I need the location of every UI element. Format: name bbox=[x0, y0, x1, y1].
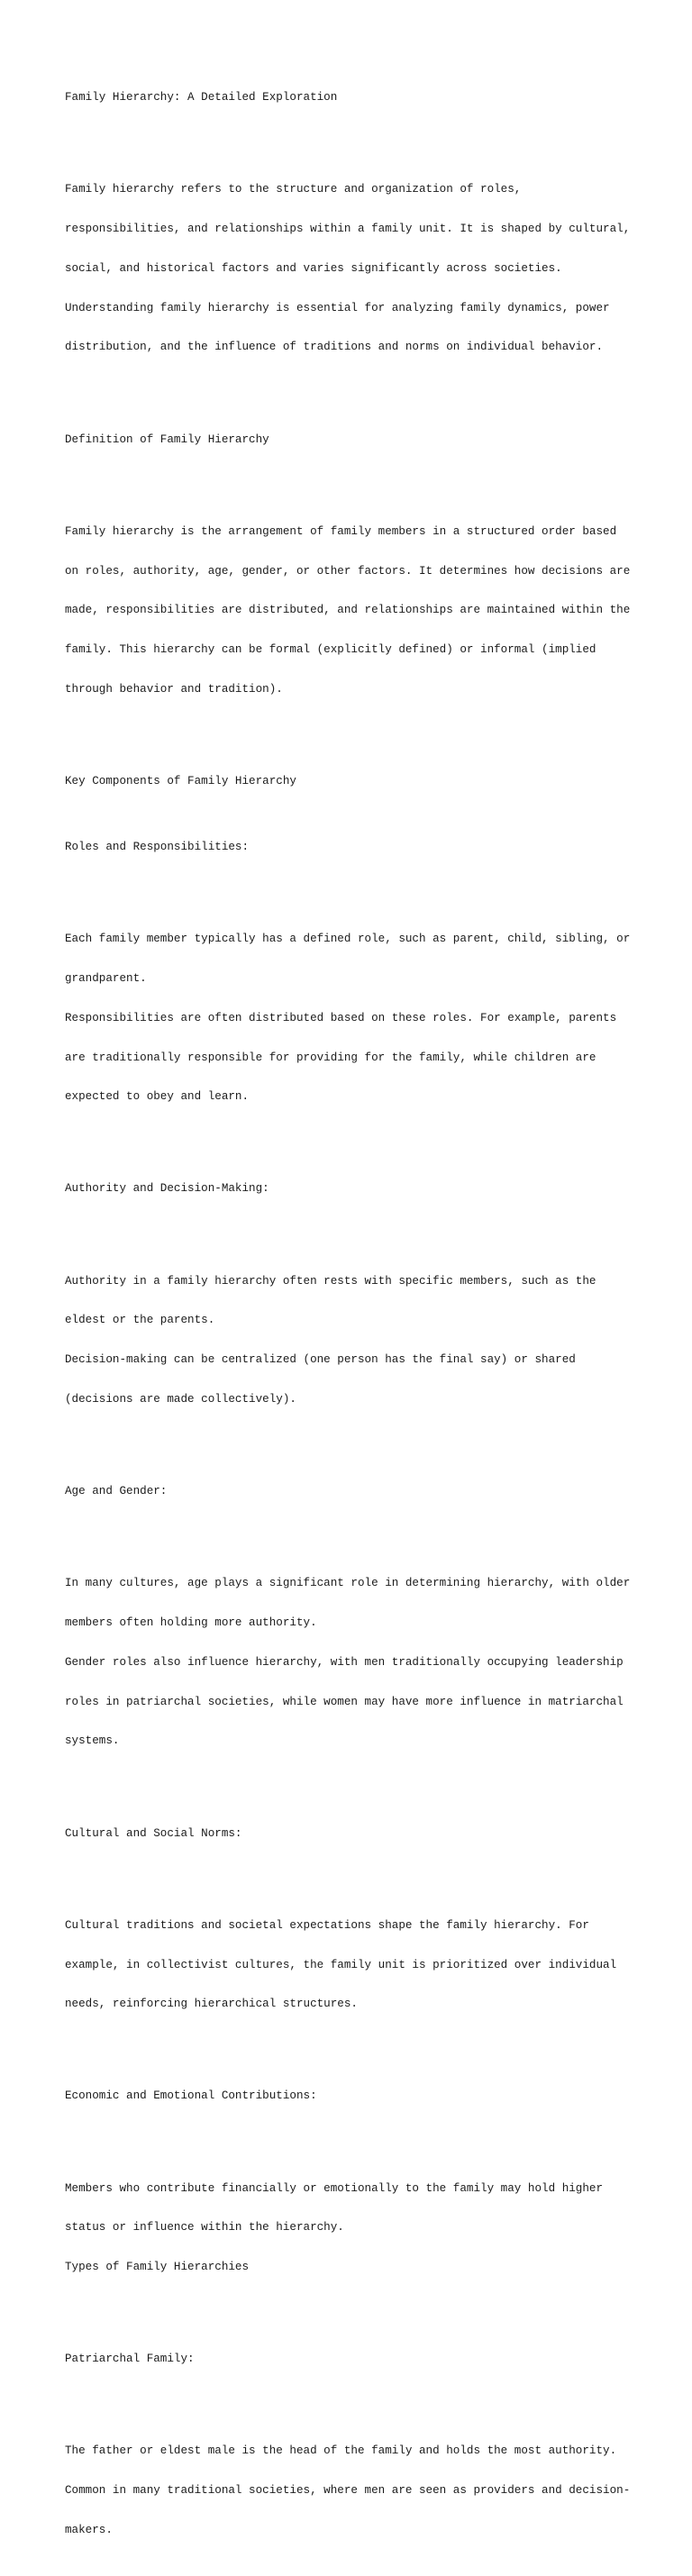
text-line: example, in collectivist cultures, the family unit is prioritized over individual bbox=[65, 1958, 617, 1971]
text-line: The father or eldest male is the head of the family and holds the most authority. bbox=[65, 2444, 617, 2458]
text-line: needs, reinforcing hierarchical structures. bbox=[65, 1998, 358, 2011]
text-line: made, responsibilities are distributed, and relationships are maintained within the bbox=[65, 604, 631, 617]
patriarchal-paragraph bbox=[65, 2418, 642, 2563]
text-line: Cultural traditions and societal expectations shape the family hierarchy. For bbox=[65, 1918, 589, 1932]
text-line: Family hierarchy is the arrangement of family members in a structured order based bbox=[65, 524, 617, 538]
authority-heading: Authority and Decision-Making: bbox=[65, 1182, 269, 1196]
text-line: roles in patriarchal societies, while women may have more influence in matriarchal bbox=[65, 1695, 624, 1708]
text-line: Gender roles also influence hierarchy, with men traditionally occupying leadership bbox=[65, 1655, 624, 1669]
text-line: Members who contribute financially or emotionally to the family may hold higher bbox=[65, 2181, 604, 2195]
economic-heading: Economic and Emotional Contributions: bbox=[65, 2089, 317, 2103]
text-line: Common in many traditional societies, where men are seen as providers and decision- bbox=[65, 2484, 631, 2498]
text-line: Authority in a family hierarchy often rests with specific members, such as the bbox=[65, 1274, 596, 1288]
intro-paragraph bbox=[65, 157, 642, 380]
text-line: Types of Family Hierarchies bbox=[65, 2261, 250, 2274]
text-line: through behavior and tradition). bbox=[65, 682, 283, 696]
text-line: In many cultures, age plays a significant role in determining hierarchy, with older bbox=[65, 1577, 631, 1590]
text-line: responsibilities, and relationships within a family unit. It is shaped by cultural, bbox=[65, 223, 631, 236]
patriarchal-heading: Patriarchal Family: bbox=[65, 2353, 195, 2366]
cultural-heading: Cultural and Social Norms: bbox=[65, 1826, 242, 1840]
text-line: Family hierarchy refers to the structure and organization of roles, bbox=[65, 183, 522, 196]
text-line: Decision-making can be centralized (one person has the final say) or shared bbox=[65, 1353, 576, 1367]
text-line: Each family member typically has a defined role, such as parent, child, sibling, or bbox=[65, 933, 631, 946]
text-line: members often holding more authority. bbox=[65, 1616, 317, 1630]
age-paragraph bbox=[65, 1551, 642, 1774]
text-line: status or influence within the hierarchy. bbox=[65, 2221, 344, 2235]
text-line: distribution, and the influence of traditions and norms on individual behavior. bbox=[65, 341, 604, 354]
text-line: family. This hierarchy can be formal (explicitly defined) or informal (implied bbox=[65, 643, 596, 657]
text-line: on roles, authority, age, gender, or other factors. It determines how decisions are bbox=[65, 564, 631, 578]
age-heading: Age and Gender: bbox=[65, 1485, 168, 1498]
text-line: (decisions are made collectively). bbox=[65, 1392, 296, 1406]
document-page bbox=[65, 65, 642, 2576]
components-heading: Key Components of Family Hierarchy bbox=[65, 775, 296, 788]
authority-paragraph bbox=[65, 1248, 642, 1432]
text-line: eldest or the parents. bbox=[65, 1314, 215, 1327]
text-line: Understanding family hierarchy is essential for analyzing family dynamics, power bbox=[65, 301, 610, 314]
roles-heading: Roles and Responsibilities: bbox=[65, 841, 250, 854]
text-line: grandparent. bbox=[65, 971, 147, 985]
economic-paragraph bbox=[65, 2155, 642, 2300]
text-line: social, and historical factors and varies significantly across societies. bbox=[65, 261, 562, 275]
definition-paragraph bbox=[65, 499, 642, 723]
roles-paragraph bbox=[65, 906, 642, 1130]
text-line: systems. bbox=[65, 1734, 120, 1748]
text-line: expected to obey and learn. bbox=[65, 1090, 250, 1104]
text-line: Responsibilities are often distributed based on these roles. For example, parents bbox=[65, 1011, 617, 1024]
text-line: are traditionally responsible for providing for the family, while children are bbox=[65, 1051, 596, 1064]
text-line: makers. bbox=[65, 2524, 113, 2537]
definition-heading: Definition of Family Hierarchy bbox=[65, 432, 269, 446]
cultural-paragraph bbox=[65, 1893, 642, 2038]
document-title: Family Hierarchy: A Detailed Exploration bbox=[65, 91, 338, 105]
